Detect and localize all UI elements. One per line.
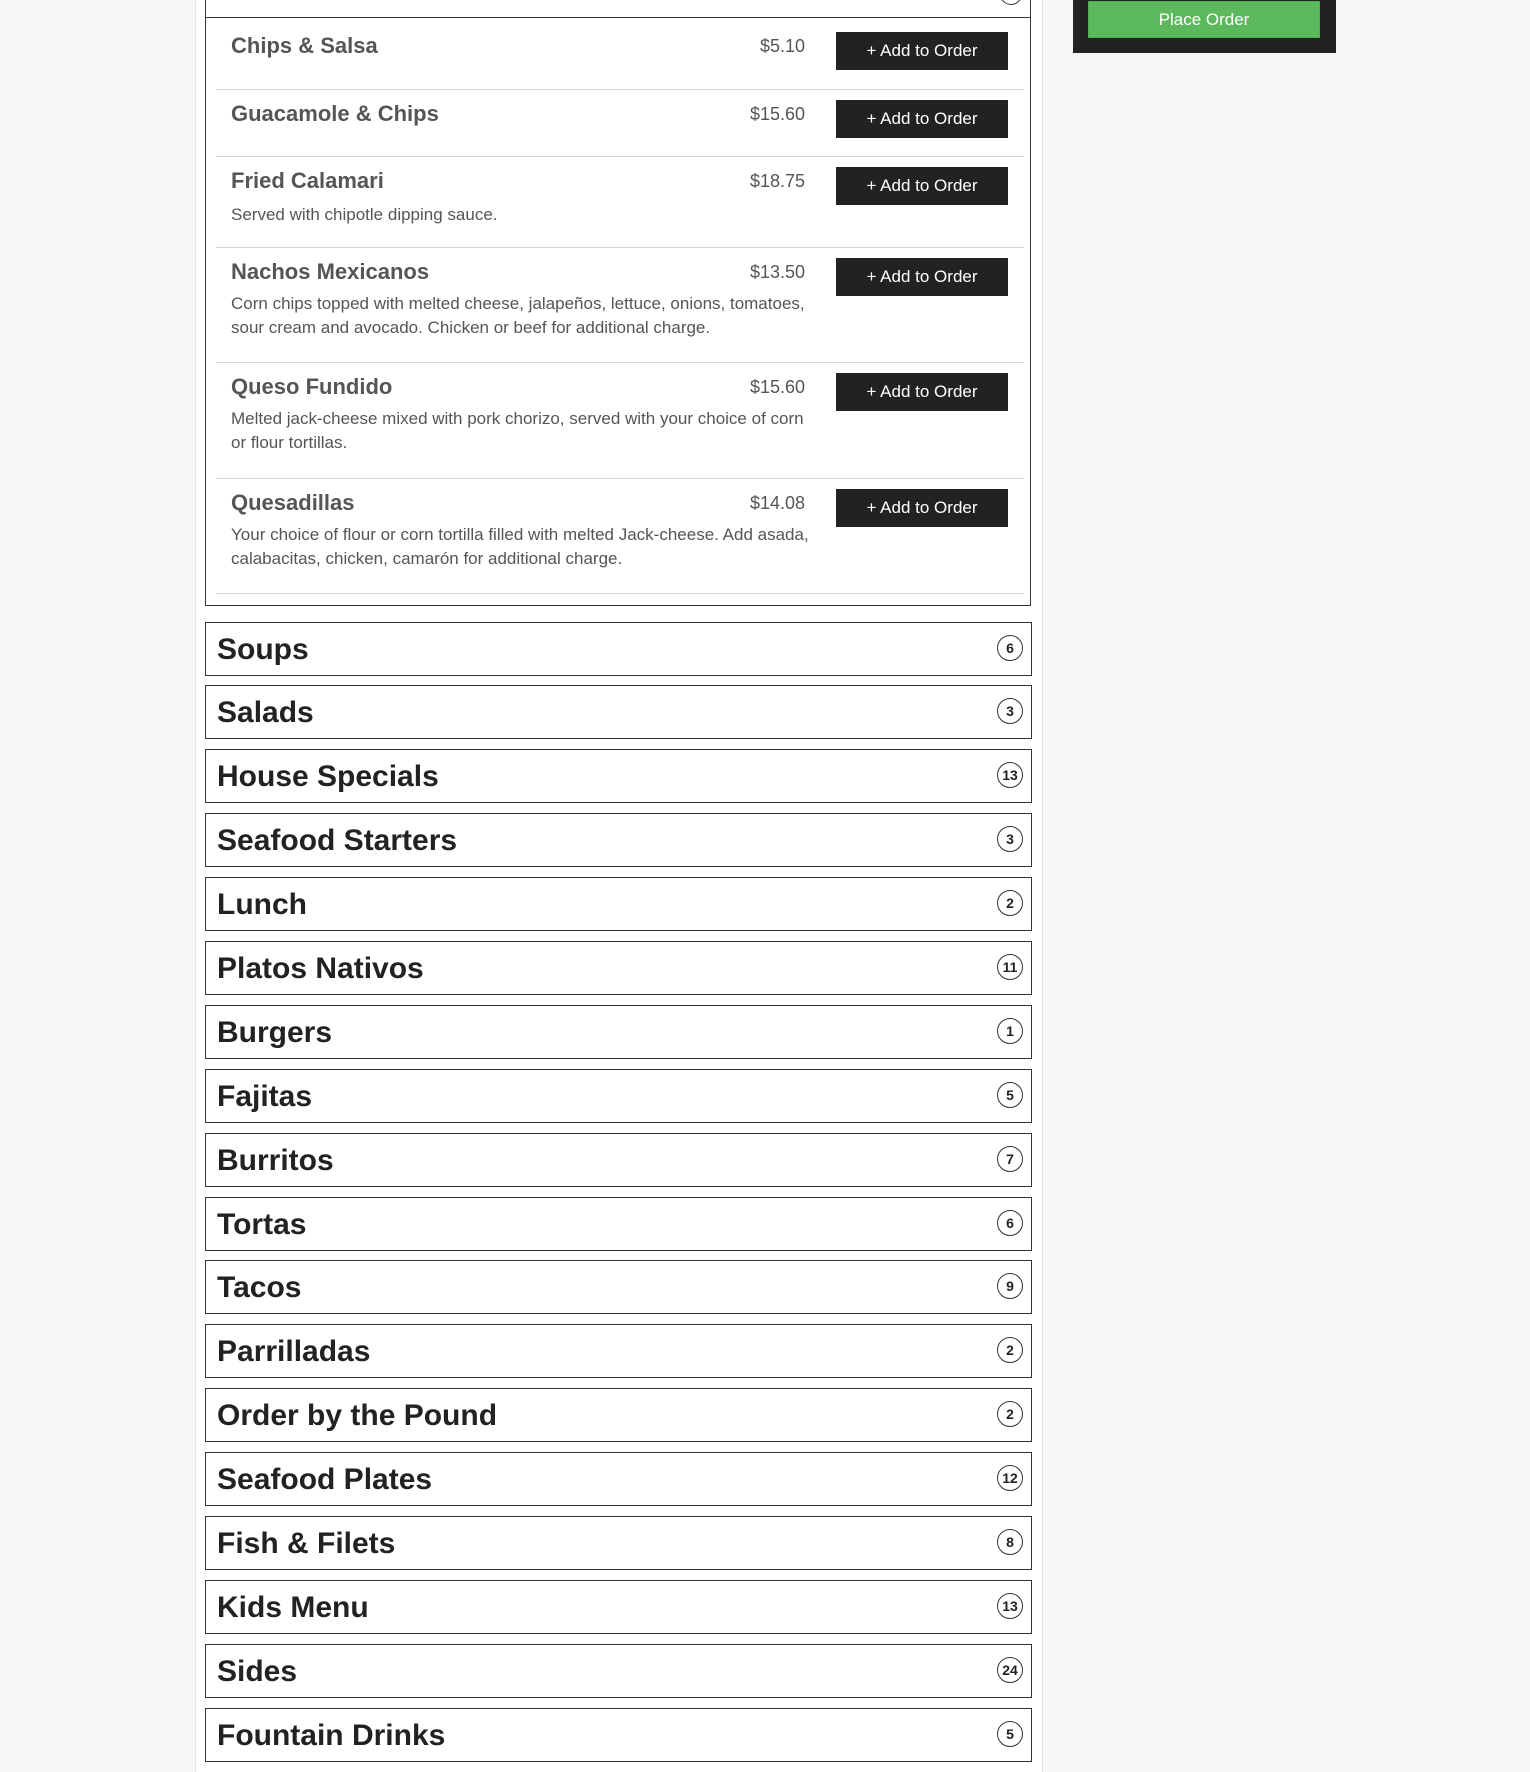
menu-item [216, 479, 1024, 594]
item-description: Served with chipotle dipping sauce. [231, 205, 498, 224]
item-description: Corn chips topped with melted cheese, jalapeños, lettuce, onions, tomatoes, sour cream and avocado. Chicken or beef for additional charge. [231, 294, 805, 337]
category-fajitas[interactable] [205, 1069, 1032, 1123]
category-title: Fountain Drinks [217, 1719, 446, 1752]
category-tacos[interactable] [205, 1260, 1032, 1314]
item-name: Queso Fundido [231, 374, 393, 399]
category-burgers[interactable] [205, 1005, 1032, 1059]
item-description: Melted jack-cheese mixed with pork chorizo, served with your choice of corn or flour tortillas. [231, 409, 804, 452]
category-fish-filets[interactable] [205, 1516, 1032, 1570]
category-panel-expanded [205, 0, 1031, 606]
category-title: Lunch [217, 888, 307, 921]
category-salads[interactable] [205, 685, 1032, 739]
category-title: Burritos [217, 1144, 334, 1177]
item-price: $14.08 [749, 493, 805, 513]
category-count-badge: 13 [997, 1593, 1023, 1619]
category-title: Fish & Filets [217, 1527, 396, 1560]
menu-item [216, 18, 1024, 90]
category-title: Burgers [217, 1016, 333, 1049]
menu-item [216, 248, 1024, 363]
category-count-badge: 24 [997, 1657, 1023, 1683]
category-title: Seafood Plates [217, 1463, 433, 1496]
category-seafood-plates[interactable] [205, 1452, 1032, 1506]
item-description: Your choice of flour or corn tortilla filled with melted Jack-cheese. Add asada, calabacitas, chicken, camarón for additional charge. [231, 525, 809, 568]
category-count-badge: 2 [997, 1337, 1023, 1363]
category-tortas[interactable] [205, 1197, 1032, 1251]
item-price: $15.60 [749, 104, 805, 124]
category-count-badge: 1 [997, 1018, 1023, 1044]
category-title: Kids Menu [217, 1591, 369, 1624]
category-title: Platos Nativos [217, 952, 424, 985]
category-count-badge: 6 [997, 1210, 1023, 1236]
add-to-order-button[interactable]: + Add to Order [836, 32, 1008, 70]
item-name: Nachos Mexicanos [231, 259, 430, 284]
category-platos-nativos[interactable] [205, 941, 1032, 995]
category-title: Salads [217, 696, 314, 729]
item-price: $13.50 [749, 262, 805, 282]
category-count-badge: 2 [997, 1401, 1023, 1427]
item-name: Guacamole & Chips [231, 101, 439, 126]
category-count-badge: 5 [997, 1082, 1023, 1108]
category-title: Seafood Starters [217, 824, 458, 857]
category-count-badge: 5 [997, 1721, 1023, 1747]
item-price: $15.60 [749, 377, 805, 397]
category-count-badge: 11 [997, 954, 1023, 980]
category-count-badge: 8 [997, 1529, 1023, 1555]
category-count-badge: 12 [997, 1465, 1023, 1491]
category-title: Tortas [217, 1208, 307, 1241]
category-count-badge: 3 [997, 698, 1023, 724]
category-count-badge: 7 [997, 1146, 1023, 1172]
category-sides[interactable] [205, 1644, 1032, 1698]
category-title: Parrilladas [217, 1335, 371, 1368]
item-price: $5.10 [759, 36, 805, 56]
item-price: $18.75 [749, 171, 805, 191]
category-seafood-starters[interactable] [205, 813, 1032, 867]
category-fountain-drinks[interactable] [205, 1708, 1032, 1762]
category-count-badge: 9 [997, 1273, 1023, 1299]
category-title: Order by the Pound [217, 1399, 498, 1432]
item-name: Fried Calamari [231, 168, 384, 193]
category-count-badge [1000, 0, 1022, 5]
menu-item [216, 363, 1024, 479]
place-order-button[interactable]: Place Order [1088, 1, 1320, 38]
add-to-order-button[interactable]: + Add to Order [836, 258, 1008, 296]
category-title: House Specials [217, 760, 439, 793]
category-order-by-the-pound[interactable] [205, 1388, 1032, 1442]
add-to-order-button[interactable]: + Add to Order [836, 489, 1008, 527]
category-burritos[interactable] [205, 1133, 1032, 1187]
add-to-order-button[interactable]: + Add to Order [836, 167, 1008, 205]
order-panel [1073, 0, 1336, 53]
category-soups[interactable] [205, 622, 1032, 676]
category-lunch[interactable] [205, 877, 1032, 931]
category-title: Sides [217, 1655, 298, 1688]
category-title: Tacos [217, 1271, 302, 1304]
menu-item [216, 157, 1024, 248]
menu-item [216, 90, 1024, 157]
category-count-badge: 2 [997, 890, 1023, 916]
item-name: Chips & Salsa [231, 33, 378, 58]
add-to-order-button[interactable]: + Add to Order [836, 373, 1008, 411]
add-to-order-button[interactable]: + Add to Order [836, 100, 1008, 138]
category-kids-menu[interactable] [205, 1580, 1032, 1634]
category-house-specials[interactable] [205, 749, 1032, 803]
category-title: Fajitas [217, 1080, 313, 1113]
category-title: Soups [217, 633, 309, 666]
category-count-badge: 13 [997, 762, 1023, 788]
category-count-badge: 6 [997, 635, 1023, 661]
category-count-badge: 3 [997, 826, 1023, 852]
item-name: Quesadillas [231, 490, 355, 515]
category-header-expanded[interactable] [206, 0, 1030, 18]
category-parrilladas[interactable] [205, 1324, 1032, 1378]
